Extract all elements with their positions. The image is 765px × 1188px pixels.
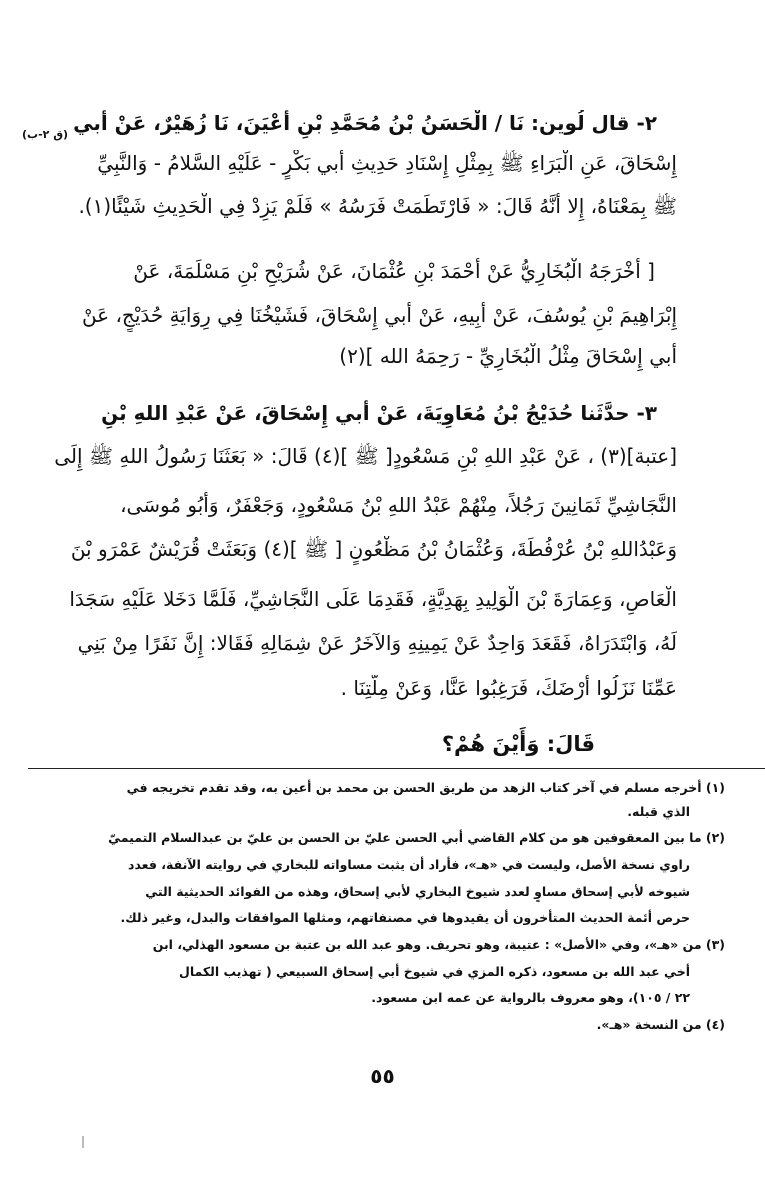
takhrij-line-3: أَبي إِسْحَاقَ مِثْلُ الْبُخَارِيِّ - رَحِمَهُ الله ](٢) xyxy=(339,344,677,368)
footnote-divider xyxy=(28,768,765,769)
hadith-2-line-3: ﷺ بِمَعْنَاهُ، إِلا أَنَّهُ قَالَ: « فَارْتَطَمَتْ فَرَسُهُ » فَلَمْ يَزِدْ فِي الْحَدِيثِ شَيْئًا(١). xyxy=(78,194,677,218)
page-number: ٥٥ xyxy=(370,1064,395,1088)
takhrij-line-1: [ أَخْرَجَهُ الْبُخَارِيُّ عَنْ أَحْمَدَ بْنِ عُثْمَانَ، عَنْ شُرَيْحِ بْنِ مَسْلَمَةَ، عَنْ xyxy=(133,259,655,283)
hadith-3-line-6: لَهُ، وَابْتَدَرَاهُ، فَقَعَدَ وَاحِدٌ عَنْ يَمِينِهِ وَالآخَرُ عَنْ شِمَالِهِ فَقَالا: إِنَّ نَفَرًا مِنْ بَنِي xyxy=(77,631,677,655)
footnote-3-line-2: أخي عبد الله بن مسعود، ذكره المزي في شيوخ أبي إسحاق السبيعي ( تهذيب الكمال xyxy=(178,964,690,979)
footnote-2-line-3: شيوخه لأبي إسحاق مساوٍ لعدد شيوخ البخاري لأبي إسحاق، وهذه من الفوائد الحديثية التي xyxy=(145,884,690,899)
hadith-2-line-2: إِسْحَاقَ، عَنِ الْبَرَاءِ ﷺ بِمِثْلِ إِسْنَادِ حَدِيثِ أَبي بَكْرٍ - عَلَيْهِ السَّلامُ - وَالنَّبِيِّ xyxy=(97,151,677,175)
hadith-3-line-1: ٣- حدَّثَنا حُدَيْجُ بْنُ مُعَاوِيَةَ، عَنْ أَبي إِسْحَاقَ، عَنْ عَبْدِ اللهِ بْنِ xyxy=(101,401,657,425)
hadith-3-line-4: وَعَبْدُاللهِ بْنُ عُرْفُطَةَ، وَعُثْمَانُ بْنُ مَظْعُونٍ [ ﷺ ](٤) وَبَعَثَتْ قُرَيْشٌ عَمْرَو بْنَ xyxy=(70,537,677,561)
takhrij-line-2: إِبْرَاهِيمَ بْنِ يُوسُفَ، عَنْ أَبِيهِ، عَنْ أَبي إِسْحَاقَ، فَشَيْخُنَا فِي رِوَايَةِ حُدَيْجٍ، عَنْ xyxy=(81,303,677,327)
hadith-3-line-7: عَمِّنَا نَزَلُوا أَرْضَكَ، فَرَغِبُوا عَنَّا، وَعَنْ مِلَّتِنَا . xyxy=(340,676,677,700)
hadith-3-line-5: الْعَاصِ، وَعِمَارَةَ بْنَ الْوَلِيدِ بِهَدِيَّةٍ، فَقَدِمَا عَلَى النَّجَاشِيِّ، فَلَمَّا دَخَلا عَلَيْهِ سَجَدَا xyxy=(69,587,677,611)
footnote-2-line-4: حرص أئمة الحديث المتأخرون أن يقيدوها في مصنفاتهم، ومثلها الموافقات والبدل، وغير ذلك. xyxy=(120,910,690,925)
footnote-3-line-3: ٢٢ / ١٠٥)، وهو معروف بالرواية عن عمه ابن مسعود. xyxy=(371,990,690,1005)
manuscript-folio-note: (ق ٢-ب) xyxy=(22,128,69,141)
footnote-2-line-2: راوي نسخة الأصل، وليست في «هـ»، فأراد أن يثبت مساواته للبخاري في روايته الآنفة، فعدد xyxy=(128,857,690,872)
footnote-3-line-1: (٣) من «هـ»، وفي «الأصل» : عتيبة، وهو تحريف. وهو عبد الله بن عتبة بن مسعود الهذلي، ابن xyxy=(152,937,725,952)
footnote-1-line-2: الذي قبله. xyxy=(627,804,690,819)
footnote-4-line-1: (٤) من النسخة «هـ». xyxy=(596,1017,725,1032)
hadith-2-line-1: ٢- قال لُوين: نَا / الْحَسَنُ بْنُ مُحَمَّدِ بْنِ أَعْيَنَ، نَا زُهَيْرٌ، عَنْ أَبي xyxy=(73,111,657,135)
hadith-3-line-3: النَّجَاشِيِّ ثَمَانِينَ رَجُلاً، مِنْهُمْ عَبْدُ اللهِ بْنُ مَسْعُودٍ، وَجَعْفَرٌ، وَأَبُو مُوسَى، xyxy=(120,493,677,517)
footnote-2-line-1: (٢) ما بين المعقوفين هو من كلام القاضي أبي الحسن عليّ بن الحسن بن عليّ بن عبدالسلام التميميّ xyxy=(108,830,725,845)
question-line: قَالَ: وَأَيْنَ هُمْ؟ xyxy=(441,732,595,756)
footnote-1-line-1: (١) أخرجه مسلم في آخر كتاب الزهد من طريق الحسن بن محمد بن أعين به، وقد تقدم تخريجه في xyxy=(126,780,725,795)
hadith-3-line-2: [عتبة](٣) ، عَنْ عَبْدِ اللهِ بْنِ مَسْعُودٍ[ ﷺ ](٤) قَالَ: « بَعَثَنَا رَسُولُ اللهِ ﷺ إِلَى xyxy=(54,444,677,468)
scan-mark xyxy=(82,1136,84,1148)
